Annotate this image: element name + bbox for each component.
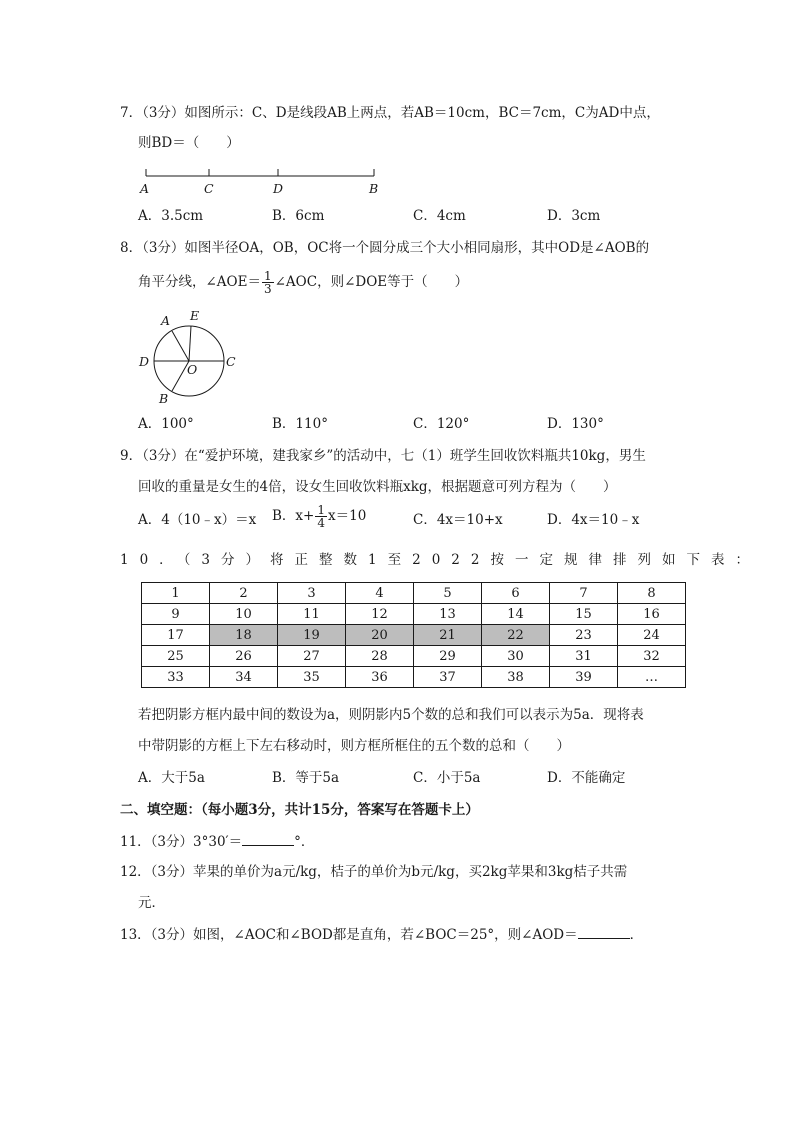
table-cell: 34 bbox=[210, 667, 278, 688]
table-cell: 8 bbox=[618, 583, 686, 604]
q7-option-c: C．4cm bbox=[413, 208, 466, 224]
radius-oe bbox=[189, 326, 191, 361]
table-cell: 36 bbox=[346, 667, 414, 688]
q7-stem-line1: 7．（3分）如图所示：C、D是线段AB上两点，若AB＝10cm，BC＝7cm，C为AD中点， bbox=[120, 105, 660, 121]
table-cell: 30 bbox=[482, 646, 550, 667]
table-cell: 11 bbox=[278, 604, 346, 625]
q7-option-b: B．6cm bbox=[272, 208, 325, 224]
table-cell: 28 bbox=[346, 646, 414, 667]
point-b-label: B bbox=[369, 181, 379, 196]
point-c-label: C bbox=[204, 181, 214, 196]
q13-post: ． bbox=[629, 927, 644, 943]
q7-segment-figure bbox=[136, 160, 386, 200]
table-cell: 23 bbox=[550, 625, 618, 646]
table-row bbox=[142, 583, 686, 604]
table-cell: 9 bbox=[142, 604, 210, 625]
q13-pre: 13．（3分）如图，∠AOC和∠BOD都是直角，若∠BOC＝25°，则∠AOD＝ bbox=[120, 927, 578, 943]
label-a: A bbox=[161, 313, 171, 328]
table-cell: 35 bbox=[278, 667, 346, 688]
q9-frac-den: 4 bbox=[317, 516, 325, 530]
table-cell: 29 bbox=[414, 646, 482, 667]
q7-option-a: A．3.5cm bbox=[138, 208, 204, 224]
q9-option-b-post: x＝10 bbox=[328, 508, 367, 524]
q9-stem-line1: 9．（3分）在“爱护环境，建我家乡”的活动中，七（1）班学生回收饮料瓶共10kg，男生 bbox=[120, 448, 646, 464]
number-table bbox=[141, 582, 686, 688]
q8-frac-den: 3 bbox=[263, 282, 272, 296]
table-cell: 14 bbox=[482, 604, 550, 625]
table-cell: 27 bbox=[278, 646, 346, 667]
table-cell: 5 bbox=[414, 583, 482, 604]
table-row bbox=[142, 646, 686, 667]
q9-option-b bbox=[272, 504, 366, 529]
label-o: O bbox=[187, 362, 198, 377]
section-title: 二、填空题：（每小题3分，共计15分，答案写在答题卡上） bbox=[120, 802, 479, 818]
q9-option-c: C．4x＝10+x bbox=[413, 512, 503, 528]
q8-circle-figure bbox=[134, 306, 244, 408]
q10-text-line2: 中带阴影的方框上下左右移动时，则方框所框住的五个数的总和（ ） bbox=[138, 738, 570, 754]
q8-stem-pre: 角平分线，∠AOE＝ bbox=[138, 274, 261, 290]
table-cell: 24 bbox=[618, 625, 686, 646]
table-cell: 13 bbox=[414, 604, 482, 625]
label-b: B bbox=[159, 391, 169, 406]
label-e: E bbox=[190, 308, 200, 323]
point-a-label: A bbox=[140, 181, 150, 196]
q10-option-d: D．不能确定 bbox=[547, 770, 626, 786]
q8-option-c: C．120° bbox=[413, 416, 470, 432]
q9-option-d: D．4x＝10﹣x bbox=[547, 512, 640, 528]
table-cell: 18 bbox=[210, 625, 278, 646]
label-c: C bbox=[226, 354, 236, 369]
table-cell: 2 bbox=[210, 583, 278, 604]
q10-stem: 10．（3分）将正整数1至2022按一定规律排列如下表： bbox=[120, 552, 760, 568]
q10-option-a: A．大于5a bbox=[138, 770, 205, 786]
table-cell: 17 bbox=[142, 625, 210, 646]
q10-option-c: C．小于5a bbox=[413, 770, 481, 786]
q9-frac-num: 1 bbox=[317, 503, 325, 517]
q13-line bbox=[120, 924, 643, 945]
q8-stem-post: ∠AOC，则∠DOE等于（ ） bbox=[274, 274, 469, 290]
table-cell: … bbox=[618, 667, 686, 688]
table-cell: 12 bbox=[346, 604, 414, 625]
table-cell: 21 bbox=[414, 625, 482, 646]
table-cell: 15 bbox=[550, 604, 618, 625]
table-cell: 38 bbox=[482, 667, 550, 688]
table-cell: 16 bbox=[618, 604, 686, 625]
table-cell: 4 bbox=[346, 583, 414, 604]
table-cell: 7 bbox=[550, 583, 618, 604]
table-row bbox=[142, 604, 686, 625]
q8-frac-num: 1 bbox=[263, 269, 272, 283]
q9-option-b-fraction bbox=[315, 504, 327, 529]
q12-stem-line1: 12．（3分）苹果的单价为a元/kg，桔子的单价为b元/kg，买2kg苹果和3kg桔子共需 bbox=[120, 864, 628, 880]
q11-line bbox=[120, 831, 314, 852]
table-cell: 10 bbox=[210, 604, 278, 625]
q8-stem-line1: 8．（3分）如图半径OA，OB，OC将一个圆分成三个大小相同扇形，其中OD是∠AOB的 bbox=[120, 240, 650, 256]
table-cell: 6 bbox=[482, 583, 550, 604]
table-cell: 33 bbox=[142, 667, 210, 688]
q7-stem-line2: 则BD＝（ ） bbox=[138, 135, 240, 151]
table-cell: 39 bbox=[550, 667, 618, 688]
table-cell: 25 bbox=[142, 646, 210, 667]
q13-answer-blank bbox=[578, 924, 630, 939]
q11-answer-blank bbox=[242, 831, 294, 846]
table-cell: 31 bbox=[550, 646, 618, 667]
q8-stem-line2 bbox=[138, 270, 468, 295]
q7-option-d: D．3cm bbox=[547, 208, 601, 224]
q11-post: °． bbox=[294, 834, 315, 850]
q8-option-b: B．110° bbox=[272, 416, 328, 432]
table-cell: 26 bbox=[210, 646, 278, 667]
q11-pre: 11．（3分）3°30′＝ bbox=[120, 834, 243, 850]
q9-option-b-pre: B．x+ bbox=[272, 508, 315, 524]
q8-fraction bbox=[262, 270, 274, 295]
q9-stem-line2: 回收的重量是女生的4倍，设女生回收饮料瓶xkg，根据题意可列方程为（ ） bbox=[138, 479, 617, 495]
table-cell: 1 bbox=[142, 583, 210, 604]
q8-option-a: A．100° bbox=[138, 416, 194, 432]
point-d-label: D bbox=[273, 181, 284, 196]
q12-stem-line2: 元． bbox=[138, 895, 165, 911]
table-row bbox=[142, 625, 686, 646]
q10-text-line1: 若把阴影方框内最中间的数设为a，则阴影内5个数的总和我们可以表示为5a．现将表 bbox=[138, 707, 644, 723]
table-cell: 20 bbox=[346, 625, 414, 646]
table-cell: 19 bbox=[278, 625, 346, 646]
table-cell: 3 bbox=[278, 583, 346, 604]
table-cell: 37 bbox=[414, 667, 482, 688]
q8-option-d: D．130° bbox=[547, 416, 604, 432]
table-cell: 32 bbox=[618, 646, 686, 667]
label-d: D bbox=[139, 354, 150, 369]
radius-oa bbox=[172, 331, 189, 361]
q10-option-b: B．等于5a bbox=[272, 770, 340, 786]
table-row bbox=[142, 667, 686, 688]
q9-option-a: A．4（10﹣x）＝x bbox=[138, 512, 257, 528]
table-cell: 22 bbox=[482, 625, 550, 646]
